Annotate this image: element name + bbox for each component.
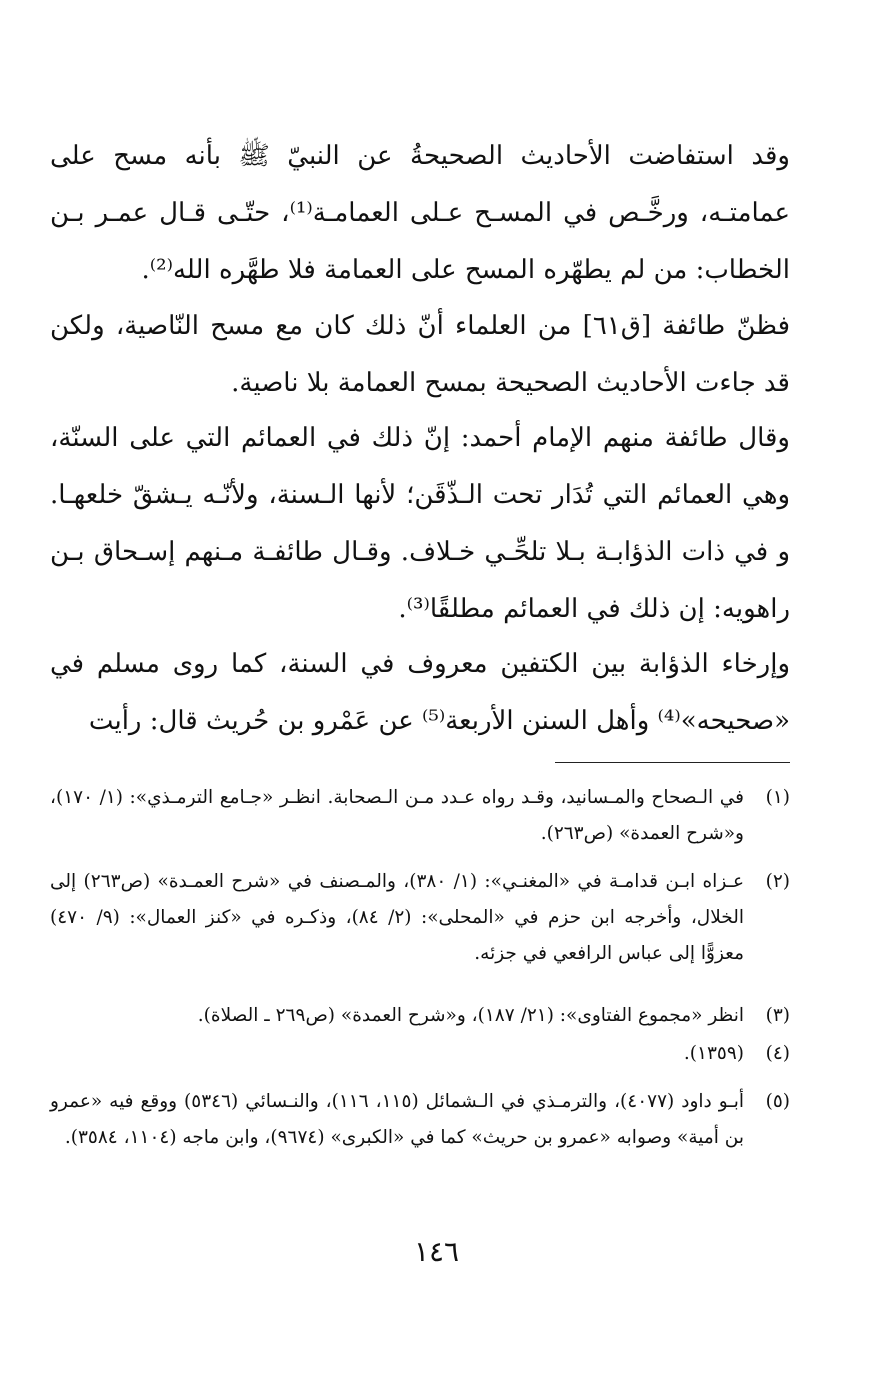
body-paragraph-4: وإرخاء الذؤابة بين الكتفين معروف في السنة، كما روى مسلم في «صحيحه»⁽⁴⁾ وأهل السنن الأربعة⁽⁵⁾ عن عَمْرو بن حُريث قال: رأيت <box>50 649 790 736</box>
body-paragraph-3: وقال طائفة منهم الإمام أحمد: إنّ ذلك في العمائم التي على السنّة، وهي العمائم التي تُدَار تحت الـذّقَن؛ لأنها الـسنة، ولأنّـه يـشقّ خلعهـا. و في ذات الذؤابـة بـلا تلحِّـي خـلاف. وقـال طائفـة مـنهم إسـحاق بـن راهويه: إن ذلك في العمائم مطلقًا⁽³⁾. <box>50 423 790 624</box>
footnote-text: في الـصحاح والمـسانيد، وقـد رواه عـدد مـن الـصحابة. انظـر «جـامع الترمـذي»: (١/ ١٧٠)، و«شرح العمدة» (ص٢٦٣). <box>50 787 744 844</box>
footnote-number: (٤) <box>765 1043 790 1064</box>
footnote-divider <box>555 762 790 763</box>
body-paragraph-2: فظنّ طائفة [ق٦١] من العلماء أنّ ذلك كان مع مسح النّاصية، ولكن قد جاءت الأحاديث الصحيحة بمسح العمامة بلا ناصية. <box>50 311 790 398</box>
footnote-4 <box>50 1036 790 1072</box>
footnote-2 <box>50 864 790 972</box>
footnote-number: (٣) <box>765 1005 790 1026</box>
footnote-text: انظر «مجموع الفتاوى»: (٢١/ ١٨٧)، و«شرح العمدة» (ص٢٦٩ ـ الصلاة). <box>197 1005 744 1026</box>
body-paragraph-1: وقد استفاضت الأحاديث الصحيحةُ عن النبيّ ﷺ بأنه مسح على عمامتـه، ورخَّـص في المسـح عـلى العمامـة⁽¹⁾، حتّـى قـال عمـر بـن الخطاب: من لم يطهّره المسح على العمامة فلا طهَّره الله⁽²⁾. <box>50 141 790 285</box>
footnote-5 <box>50 1084 790 1156</box>
footnote-number: (١) <box>765 787 790 808</box>
page-number: ١٤٦ <box>413 1235 460 1268</box>
footnote-text: أبـو داود (٤٠٧٧)، والترمـذي في الـشمائل (١١٥، ١١٦)، والنـسائي (٥٣٤٦) ووقع فيه «عمرو بن أمية» وصوابه «عمرو بن حريث» كما في «الكبرى» (٩٦٧٤)، وابن ماجه (١١٠٤، ٣٥٨٤). <box>50 1091 745 1148</box>
footnote-number: (٥) <box>765 1091 790 1112</box>
footnote-1 <box>50 780 790 852</box>
footnote-text: (١٣٥٩). <box>683 1043 744 1064</box>
footnote-number: (٢) <box>765 871 790 892</box>
footnote-3 <box>50 998 790 1034</box>
footnote-text: عـزاه ابـن قدامـة في «المغنـي»: (١/ ٣٨٠)، والمـصنف في «شرح العمـدة» (ص٢٦٣) إلى الخلال، وأخرجه ابن حزم في «المحلى»: (٢/ ٨٤)، وذكـره في «كنز العمال»: (٩/ ٤٧٠) معزوًّا إلى عباس الرافعي في جزئه. <box>50 871 744 964</box>
